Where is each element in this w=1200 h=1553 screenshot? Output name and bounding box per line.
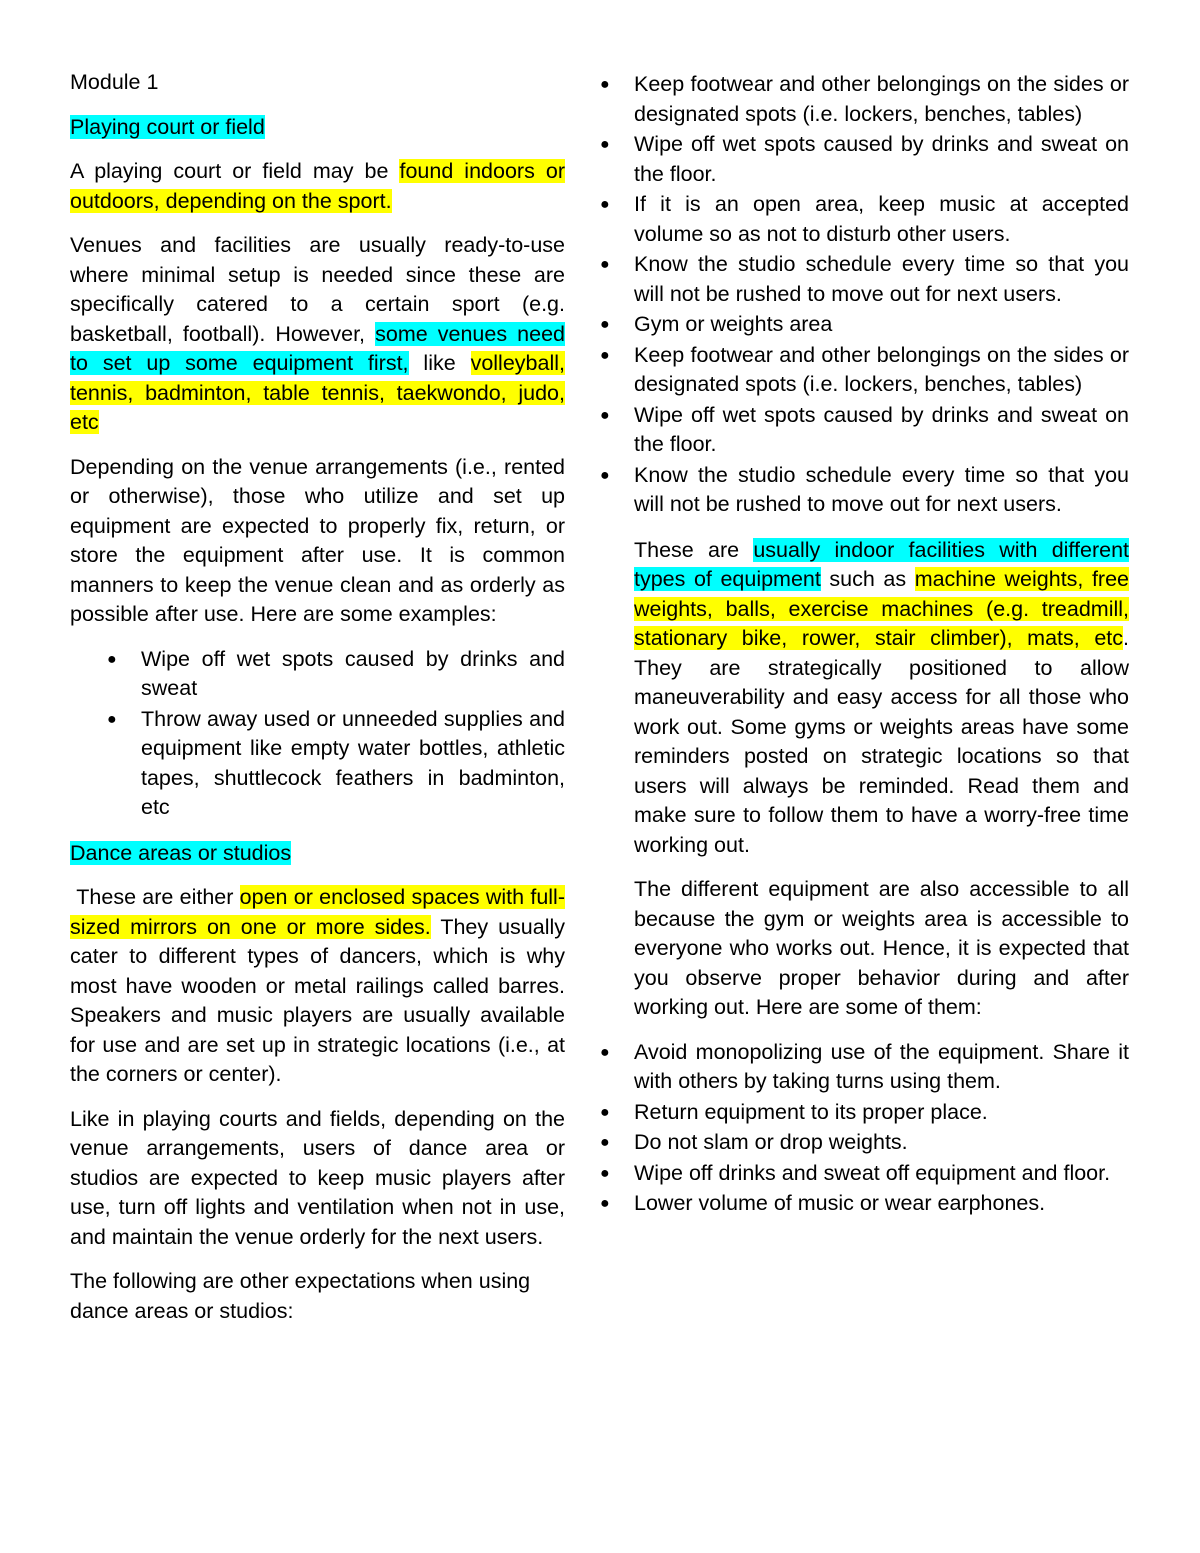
paragraph-playing-court-location bbox=[70, 157, 565, 216]
bullet-icon: ● bbox=[600, 466, 610, 484]
text-run: These are either bbox=[70, 885, 240, 909]
bullet-icon: ● bbox=[600, 1043, 610, 1061]
list-item bbox=[600, 1159, 1129, 1189]
highlight-yellow: open or enclosed spaces with full-sized mirrors on one or more sides. bbox=[70, 885, 565, 939]
paragraph-dance-expectations: Like in playing courts and fields, depending on the venue arrangements, users of dance area or studios are expected to keep music players after use, turn off lights and ventilation when not in use, and maintain the venue orderly for the next users. bbox=[70, 1106, 565, 1249]
list-item-text: Wipe off wet spots caused by drinks and sweat on the floor. bbox=[634, 132, 1129, 186]
list-item bbox=[600, 1038, 1129, 1097]
text-run: . They are strategically positioned to allow maneuverability and easy access for all those who work out. Some gyms or weights areas have some reminders posted on strategic locations so that users will always be reminded. Read them and make sure to follow them to have a worry-free time working out. bbox=[634, 626, 1129, 857]
bullet-icon: ● bbox=[107, 650, 117, 668]
paragraph-gym-behavior: The different equipment are also accessible to all because the gym or weights area is accessible to everyone who works out. Hence, it is expected that you observe proper behavior during and after working out. Here are some of them: bbox=[634, 877, 1129, 1019]
text-run: They usually cater to different types of dancers, which is why most have wooden or metal railings called barres. Speakers and music players are usually available for use and are set up in strategic locations (i.e., at the corners or center). bbox=[70, 914, 565, 1086]
highlight-yellow: machine weights, free weights, balls, exercise machines (e.g. treadmill, stationary bike, rower, stair climber), mats, etc bbox=[634, 567, 1130, 650]
text-run: Venues and facilities are usually ready-to-use where minimal setup is needed since these are specifically catered to a certain sport (e.g. basketball, football). However, bbox=[70, 233, 565, 346]
list-item bbox=[600, 310, 1129, 340]
list-item bbox=[600, 70, 1129, 129]
list-item bbox=[600, 190, 1129, 249]
text-run: These are bbox=[634, 537, 754, 562]
heading-dance-areas bbox=[70, 839, 565, 869]
list-item-text: Know the studio schedule every time so that you will not be rushed to move out for next users. bbox=[634, 252, 1129, 306]
list-item bbox=[600, 461, 1129, 520]
list-item bbox=[600, 401, 1129, 460]
list-item bbox=[107, 705, 565, 823]
list-item-text: Return equipment to its proper place. bbox=[634, 1099, 988, 1124]
bullet-icon: ● bbox=[600, 1164, 610, 1182]
list-item-text: Keep footwear and other belongings on the sides or designated spots (i.e. lockers, benches, tables) bbox=[634, 342, 1129, 396]
bullet-icon: ● bbox=[600, 1195, 610, 1212]
list-item-text: Wipe off wet spots caused by drinks and sweat bbox=[141, 646, 565, 700]
bullet-icon: ● bbox=[600, 346, 610, 364]
list-item-text: Wipe off drinks and sweat off equipment and floor. bbox=[634, 1160, 1111, 1185]
bullet-icon: ● bbox=[600, 406, 610, 424]
list-item-text: Lower volume of music or wear earphones. bbox=[634, 1191, 1046, 1215]
list-item bbox=[107, 645, 565, 704]
highlight-yellow: volleyball, tennis, badminton, table tennis, taekwondo, judo, etc bbox=[70, 351, 565, 434]
list-item bbox=[600, 130, 1129, 189]
bullet-icon: ● bbox=[107, 710, 117, 728]
list-item-text: Gym or weights area bbox=[634, 312, 833, 336]
gym-behavior-list bbox=[563, 1038, 1129, 1219]
text-run: like bbox=[408, 351, 471, 375]
list-item-text: Keep footwear and other belongings on the sides or designated spots (i.e. lockers, benches, tables) bbox=[634, 72, 1129, 126]
bullet-icon: ● bbox=[600, 136, 610, 153]
list-item-text: Wipe off wet spots caused by drinks and sweat on the floor. bbox=[634, 402, 1129, 456]
list-item-text: Do not slam or drop weights. bbox=[634, 1130, 908, 1154]
examples-list bbox=[70, 645, 565, 823]
paragraph-gym-description bbox=[634, 536, 1129, 861]
studio-expectations-list bbox=[563, 70, 1129, 520]
paragraph-arrangements: Depending on the venue arrangements (i.e., rented or otherwise), those who utilize and set up equipment are expected to properly fix, return, or store the equipment after use. It is common manners to keep the venue clean and as orderly as possible after use. Here are some examples: bbox=[70, 454, 565, 626]
highlight-yellow: found indoors or outdoors, depending on the sport. bbox=[70, 159, 565, 213]
text-run: A playing court or field may be bbox=[70, 159, 400, 183]
paragraph-other-expectations: The following are other expectations when using dance areas or studios: bbox=[70, 1269, 531, 1323]
paragraph-dance-description bbox=[70, 883, 565, 1090]
list-item bbox=[600, 341, 1129, 400]
list-item bbox=[600, 1098, 1129, 1128]
bullet-icon: ● bbox=[600, 1103, 610, 1121]
left-column bbox=[70, 68, 565, 1341]
heading-dance-areas-text: Dance areas or studios bbox=[70, 840, 292, 865]
bullet-icon: ● bbox=[600, 76, 610, 93]
list-item-text: Throw away used or unneeded supplies and equipment like empty water bottles, athletic tapes, shuttlecock feathers in badminton, etc bbox=[141, 706, 565, 819]
module-title: Module 1 bbox=[70, 70, 159, 94]
right-column bbox=[600, 68, 1130, 1235]
bullet-icon: ● bbox=[600, 1134, 610, 1151]
bullet-icon: ● bbox=[600, 316, 610, 333]
highlight-cyan: some venues need to set up some equipment first, bbox=[70, 321, 565, 375]
list-item-text: Know the studio schedule every time so that you will not be rushed to move out for next users. bbox=[634, 462, 1129, 516]
list-item bbox=[600, 1128, 1129, 1158]
highlight-cyan: usually indoor facilities with different types of equipment bbox=[634, 537, 1129, 591]
text-run: such as bbox=[820, 567, 915, 591]
bullet-icon: ● bbox=[600, 196, 610, 213]
paragraph-venues bbox=[70, 231, 565, 438]
heading-playing-court-text: Playing court or field bbox=[70, 114, 265, 139]
list-item bbox=[600, 1189, 1129, 1219]
list-item-text: Avoid monopolizing use of the equipment. Share it with others by taking turns using them. bbox=[634, 1039, 1129, 1093]
bullet-icon: ● bbox=[600, 256, 610, 273]
list-item bbox=[600, 250, 1129, 309]
heading-playing-court bbox=[70, 113, 565, 143]
list-item-text: If it is an open area, keep music at accepted volume so as not to disturb other users. bbox=[634, 192, 1129, 246]
